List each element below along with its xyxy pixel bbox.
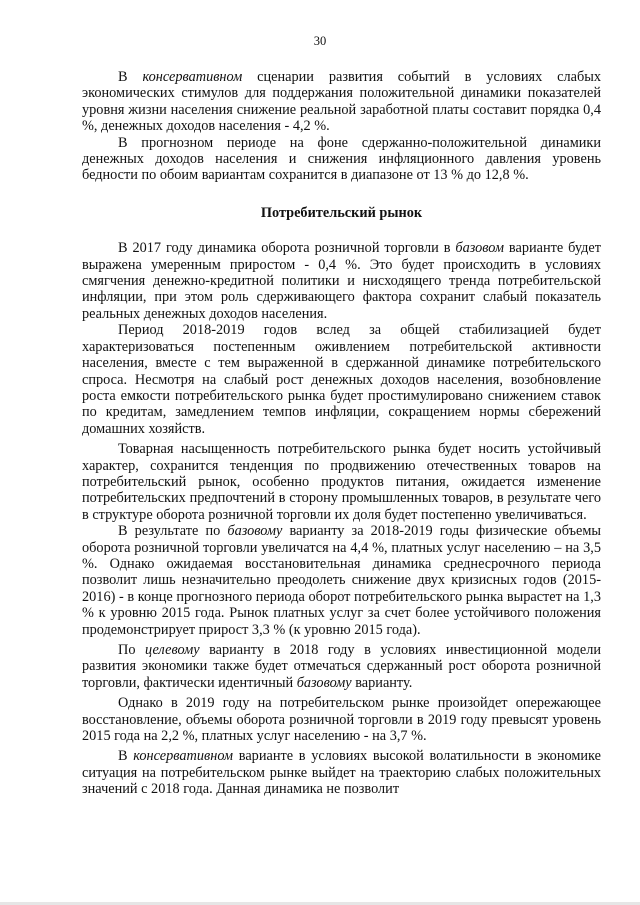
page-number: 30 [313,34,327,48]
paragraph-target-2018: По целевому варианту в 2018 году в условиях инвестиционной модели развития экономики также будет отмечаться сдержанный рост оборота розничной торговли, фактически идентичный базовому варианту. [82,642,601,691]
emphasis-conservative: консервативном [142,69,243,85]
emphasis-conservative: консервативном [133,748,234,765]
paragraph-goods-saturation: Товарная насыщенность потребительского рынка будет носить устойчивый характер, сохранится тенденция по продвижению отечественных товаров на потребительский рынок, особенно продуктов питания, ожидается изменение потребительских предпочтений в сторону промышленных товаров, в результате чего в структуре оборота розничной торговли их доля будет постепенно увеличиваться. [82,441,601,523]
emphasis-base: базовому [296,674,352,691]
section-title: Потребительский рынок [260,204,423,221]
emphasis-base: базовому [227,523,283,540]
paragraph-poverty-level: В прогнозном периоде на фоне сдержанно-положительной динамики денежных доходов населения и снижения инфляционного давления уровень бедности по обоим вариантам сохранится в диапазоне от 13 % до 12,8 %. [82,134,601,184]
paragraph-retail-2017: В 2017 году динамика оборота розничной торговли в базовом варианте будет выражена умеренным приростом - 0,4 %. Это будет происходить в условиях смягчения денежно-кредитной политики и нисходящего тренда потребительской инфляции, при этом роль сдерживающего фактора сохранит слабый показатель реальных денежных доходов населения. [82,240,602,322]
document-body [82,69,601,798]
paragraph-conservative-income: В консервативном сценарии развития событий в условиях слабых экономических стимулов для поддержания положительной динамики показателей уровня жизни населения снижение реальной заработной платы составит порядка 0,4 %, денежных доходов населения - 4,2 %. [82,69,601,135]
paragraph-conservative-market: В консервативном варианте в условиях высокой волатильности в экономике ситуация на потребительском рынке выйдет на траекторию слабых положительных значений с 2018 года. Данная динамика не позволит [82,748,601,798]
paragraph-period-2018-2019: Период 2018-2019 годов вслед за общей стабилизацией будет характеризоваться постепенным оживлением потребительской активности населения, вместе с тем выраженной в сдержанной динамике потребительского спроса. Несмотря на слабый рост денежных доходов населения, возобновление роста емкости потребительского рынка будет простимулировано снижением ставок по кредитам, замедлением темпов инфляции, сокращением нормы сбережений домашних хозяйств. [82,322,601,437]
paragraph-2019-recovery: Однако в 2019 году на потребительском рынке произойдет опережающее восстановление, объемы оборота розничной торговли в 2019 году превысят уровень 2015 года на 2,2 %, платных услуг населению - на 3,7 %. [82,695,601,745]
paragraph-base-results: В результате по базовому варианту за 2018-2019 годы физические объемы оборота розничной торговли увеличатся на 4,4 %, платных услуг населению – на 3,5 %. Однако ожидаемая восстановительная динамика среднесрочного периода позволит лишь незначительно преодолеть снижение двух кризисных годов (2015-2016) - в конце прогнозного периода оборот потребительского рынка вырастет на 1,3 % к уровню 2015 года. Рынок платных услуг за счет более устойчивого положения продемонстрирует прирост 3,3 % (к уровню 2015 года). [82,523,601,638]
emphasis-target: целевому [145,642,200,658]
emphasis-base: базовом [455,240,504,257]
